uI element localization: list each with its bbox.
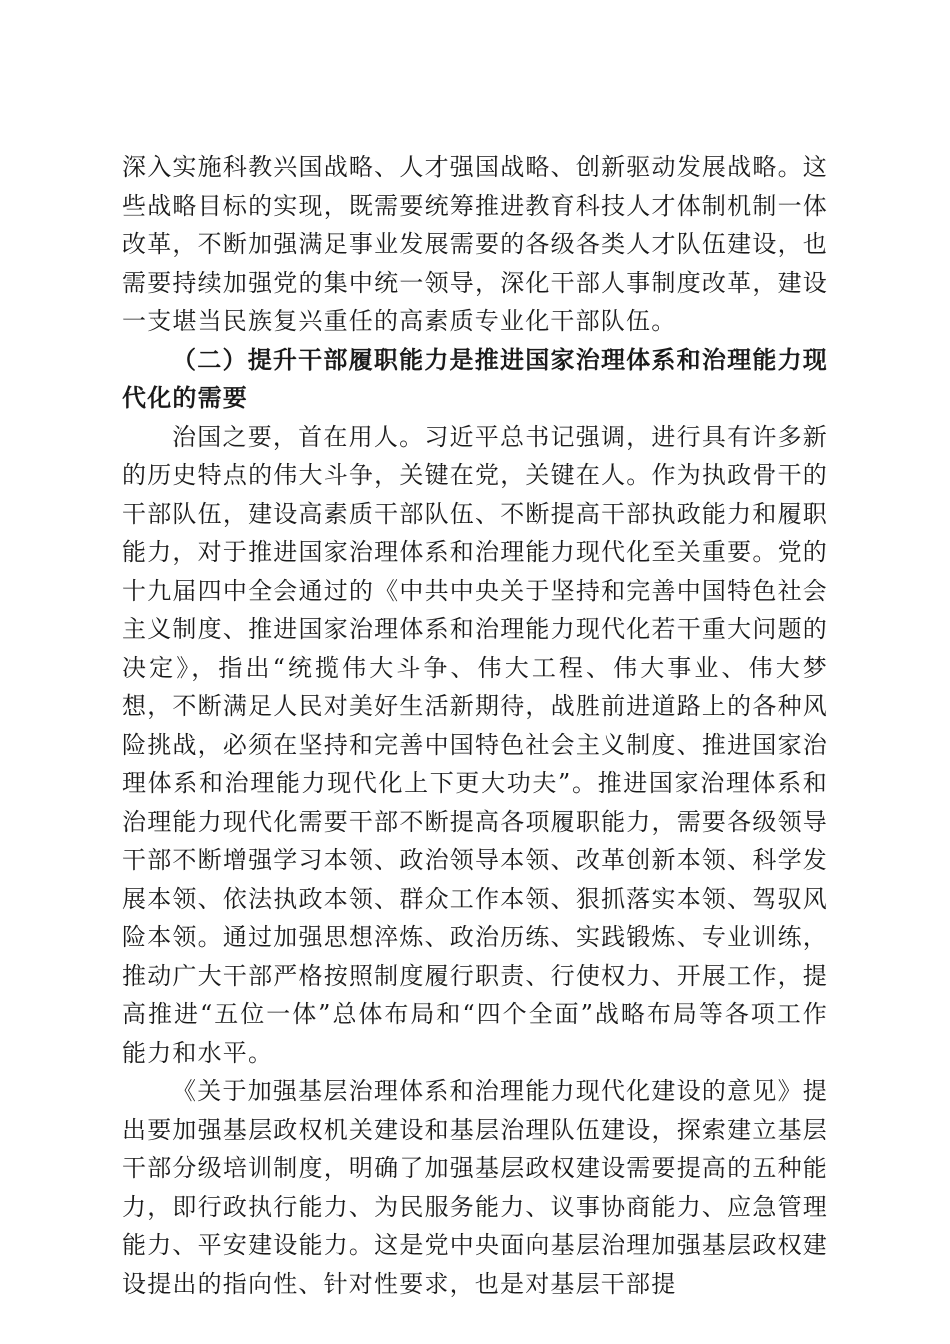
document-body [122, 148, 828, 1303]
paragraph-continuation: 深入实施科教兴国战略、人才强国战略、创新驱动发展战略。这些战略目标的实现，既需要统筹推进教育科技人才体制机制一体改革，不断加强满足事业发展需要的各级各类人才队伍建设，也需要持续加强党的集中统一领导，深化干部人事制度改革，建设一支堪当民族复兴重任的高素质专业化干部队伍。 [122, 153, 828, 335]
paragraph-governance: 治国之要，首在用人。习近平总书记强调，进行具有许多新的历史特点的伟大斗争，关键在党，关键在人。作为执政骨干的干部队伍，建设高素质干部队伍、不断提高干部执政能力和履职能力，对于推进国家治理体系和治理能力现代化至关重要。党的十九届四中全会通过的《中共中央关于坚持和完善中国特色社会主义制度、推进国家治理体系和治理能力现代化若干重大问题的决定》，指出“统揽伟大斗争、伟大工程、伟大事业、伟大梦想，不断满足人民对美好生活新期待，战胜前进道路上的各种风险挑战，必须在坚持和完善中国特色社会主义制度、推进国家治理体系和治理能力现代化上下更大功夫”。推进国家治理体系和治理能力现代化需要干部不断提高各项履职能力，需要各级领导干部不断增强学习本领、政治领导本领、改革创新本领、科学发展本领、依法执政本领、群众工作本领、狠抓落实本领、驾驭风险本领。通过加强思想淬炼、政治历练、实践锻炼、专业训练，推动广大干部严格按照制度履行职责、行使权力、开展工作，提高推进“五位一体”总体布局和“四个全面”战略布局等各项工作能力和水平。 [122, 422, 828, 1067]
paragraph-grassroots: 《关于加强基层治理体系和治理能力现代化建设的意见》提出要加强基层政权机关建设和基层治理队伍建设，探索建立基层干部分级培训制度，明确了加强基层政权建设需要提高的五种能力，即行政执行能力、为民服务能力、议事协商能力、应急管理能力、平安建设能力。这是党中央面向基层治理加强基层政权建设提出的指向性、针对性要求，也是对基层干部提 [122, 1077, 828, 1298]
section-heading: （二）提升干部履职能力是推进国家治理体系和治理能力现代化的需要 [122, 344, 828, 412]
